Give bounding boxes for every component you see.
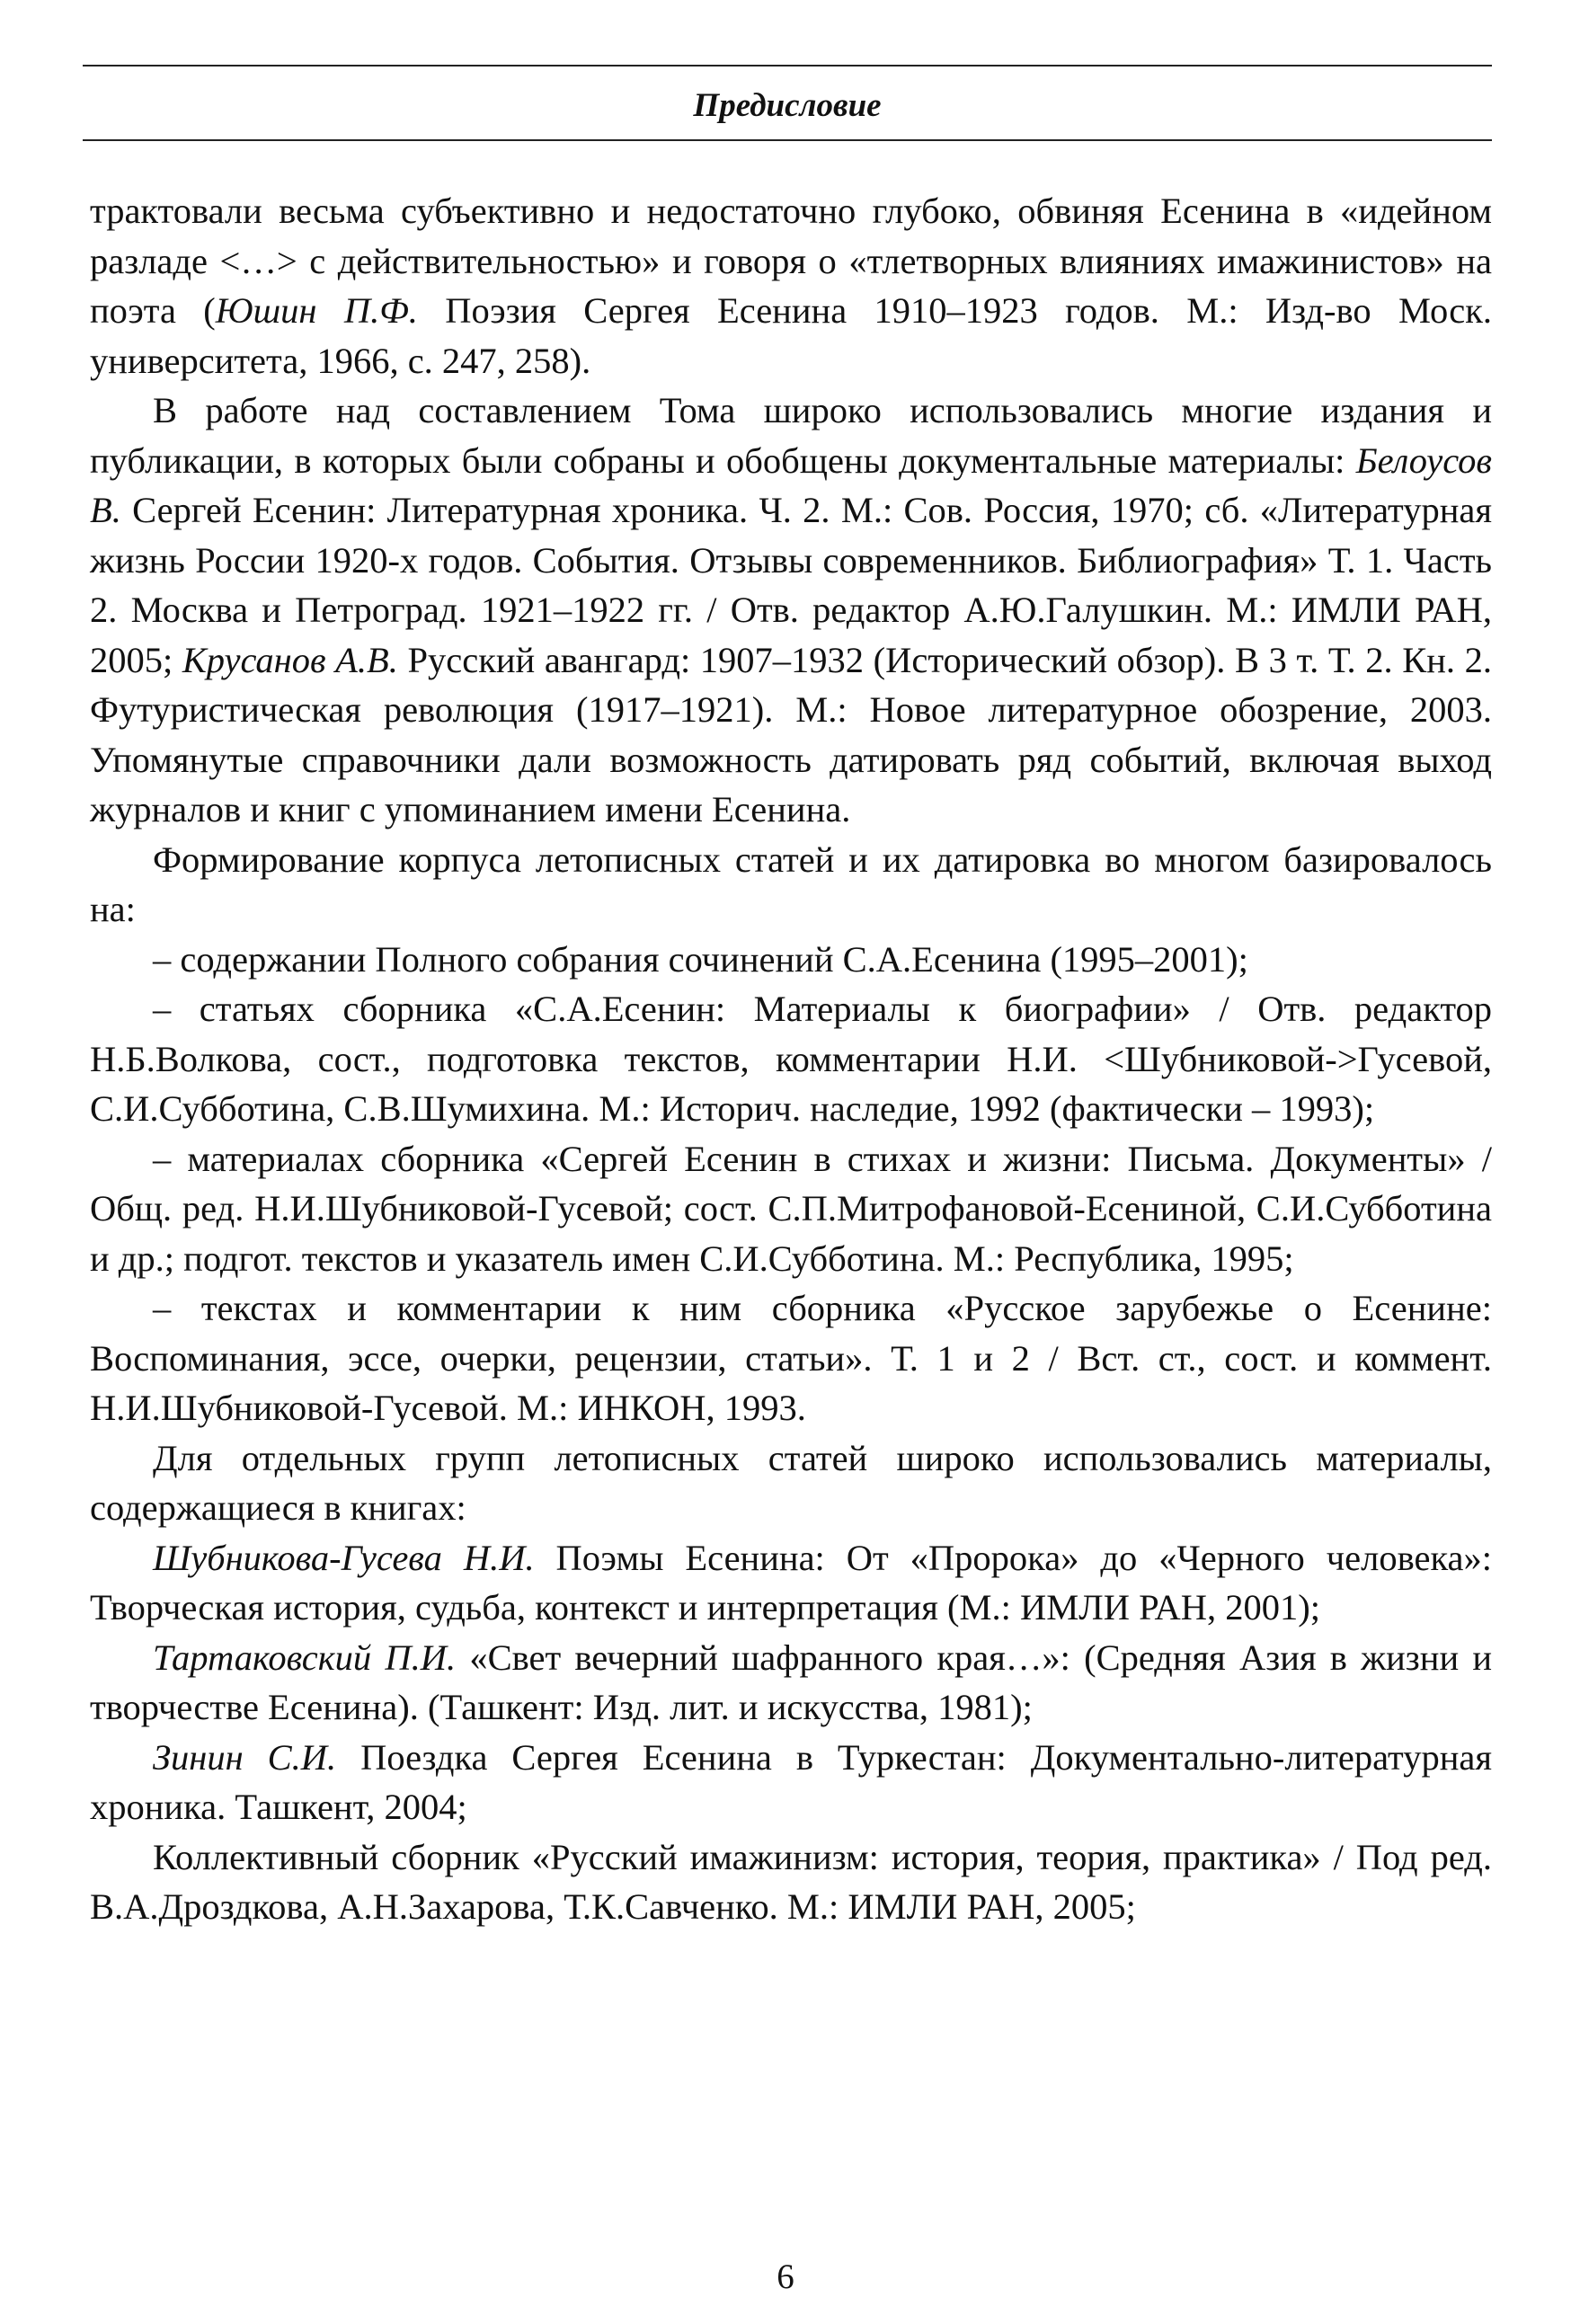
paragraph-text: В работе над составлением Тома широко использовались многие издания и публикации, в которых были собраны и обобщены документальные материалы: bbox=[90, 390, 1492, 481]
header-rule-bottom bbox=[83, 139, 1492, 141]
paragraph bbox=[90, 1832, 1492, 1932]
paragraph bbox=[90, 386, 1492, 835]
paragraph-text: Коллективный сборник «Русский имажинизм: история, теория, практика» / Под ред. В.А.Дроздкова, А.Н.Захарова, Т.К.Савченко. М.: ИМЛИ РАН, 2005; bbox=[90, 1836, 1492, 1927]
paragraph-text: Поэзия Сергея Есенина 1910–1923 годов. М.: Изд-во Моск. университета, 1966, с. 247, 258). bbox=[90, 290, 1492, 381]
paragraph bbox=[90, 1633, 1492, 1733]
paragraph bbox=[90, 1733, 1492, 1832]
italic-author-name: Шубникова-Гусева Н.И. bbox=[153, 1537, 535, 1578]
paragraph-text: «Свет вечерний шафранного края…»: (Средняя Азия в жизни и творчестве Есенина). (Ташкент: Изд. лит. и искусства, 1981); bbox=[90, 1637, 1493, 1727]
running-head: Предисловие bbox=[693, 87, 882, 124]
paragraph-text: – материалах сборника «Сергей Есенин в стихах и жизни: Письма. Документы» / Общ. ред. Н.И.Шубниковой-Гусевой; сост. С.П.Митрофановой-Есениной, С.И.Субботина и др.; подгот. текстов и указатель имен С.И.Субботина. М.: Республика, 1995; bbox=[90, 1138, 1492, 1279]
paragraph-text: Для отдельных групп летописных статей широко использовались материалы, содержащиеся в книгах: bbox=[90, 1437, 1492, 1528]
paragraph bbox=[90, 984, 1492, 1134]
paragraph bbox=[90, 186, 1492, 386]
italic-author-name: Белоусов В. bbox=[90, 439, 1492, 530]
italic-author-name: Тартаковский П.И. bbox=[153, 1637, 457, 1678]
paragraph-text: – содержании Полного собрания сочинений С.А.Есенина (1995–2001); bbox=[153, 938, 1248, 980]
paragraph-text: Поездка Сергея Есенина в Туркестан: Документально-литературная хроника. Ташкент, 2004; bbox=[90, 1736, 1492, 1827]
paragraph-text: Сергей Есенин: Литературная хроника. Ч. 2. М.: Сов. Россия, 1970; сб. «Литературная жизнь России 1920-х годов. События. Отзывы современников. Библиография» Т. 1. Часть 2. Москва и Петроград. 1921–1922 гг. / Отв. редактор А.Ю.Галушкин. М.: ИМЛИ РАН, 2005; bbox=[90, 490, 1492, 680]
paragraph bbox=[90, 1433, 1492, 1533]
italic-author-name: Зинин С.И. bbox=[153, 1736, 337, 1778]
paragraph-text: Русский авангард: 1907–1932 (Исторический обзор). В 3 т. Т. 2. Кн. 2. Футуристическая революция (1917–1921). М.: Новое литературное обозрение, 2003. Упомянутые справочники дали возможность датировать ряд событий, включая выход журналов и книг с упоминанием имени Есенина. bbox=[90, 639, 1492, 829]
paragraph-text: трактовали весьма субъективно и недостаточно глубоко, обвиняя Есенина в «идейном разладе <…> с действительностью» и говоря о «тлетворных влияниях имажинистов» на поэта ( bbox=[90, 191, 1492, 331]
italic-author-name: Юшин П.Ф. bbox=[215, 290, 418, 331]
paragraph-text: Поэмы Есенина: От «Пророка» до «Черного человека»: Творческая история, судьба, контекст и интерпретация (М.: ИМЛИ РАН, 2001); bbox=[90, 1537, 1492, 1628]
paragraph-text: – текстах и комментарии к ним сборника «Русское зарубежье о Есенине: Воспоминания, эссе, очерки, рецензии, статьи». Т. 1 и 2 / Вст. ст., сост. и коммент. Н.И.Шубниковой-Гусевой. М.: ИНКОН, 1993. bbox=[90, 1288, 1492, 1428]
paragraph bbox=[90, 1134, 1492, 1284]
paragraph bbox=[90, 935, 1492, 985]
paragraph bbox=[90, 1283, 1492, 1433]
paragraph bbox=[90, 1533, 1492, 1633]
page-number: 6 bbox=[777, 2257, 794, 2296]
paragraph-text: – статьях сборника «С.А.Есенин: Материалы к биографии» / Отв. редактор Н.Б.Волкова, сост., подготовка текстов, комментарии Н.И. <Шубниковой->Гусевой, С.И.Субботина, С.В.Шумихина. М.: Историч. наследие, 1992 (фактически – 1993); bbox=[90, 989, 1492, 1129]
paragraph bbox=[90, 835, 1492, 935]
body-text bbox=[90, 186, 1492, 1932]
header-rule-top bbox=[83, 65, 1492, 67]
paragraph-text: Формирование корпуса летописных статей и их датировка во многом базировалось на: bbox=[90, 838, 1492, 929]
italic-author-name: Крусанов А.В. bbox=[182, 639, 398, 680]
